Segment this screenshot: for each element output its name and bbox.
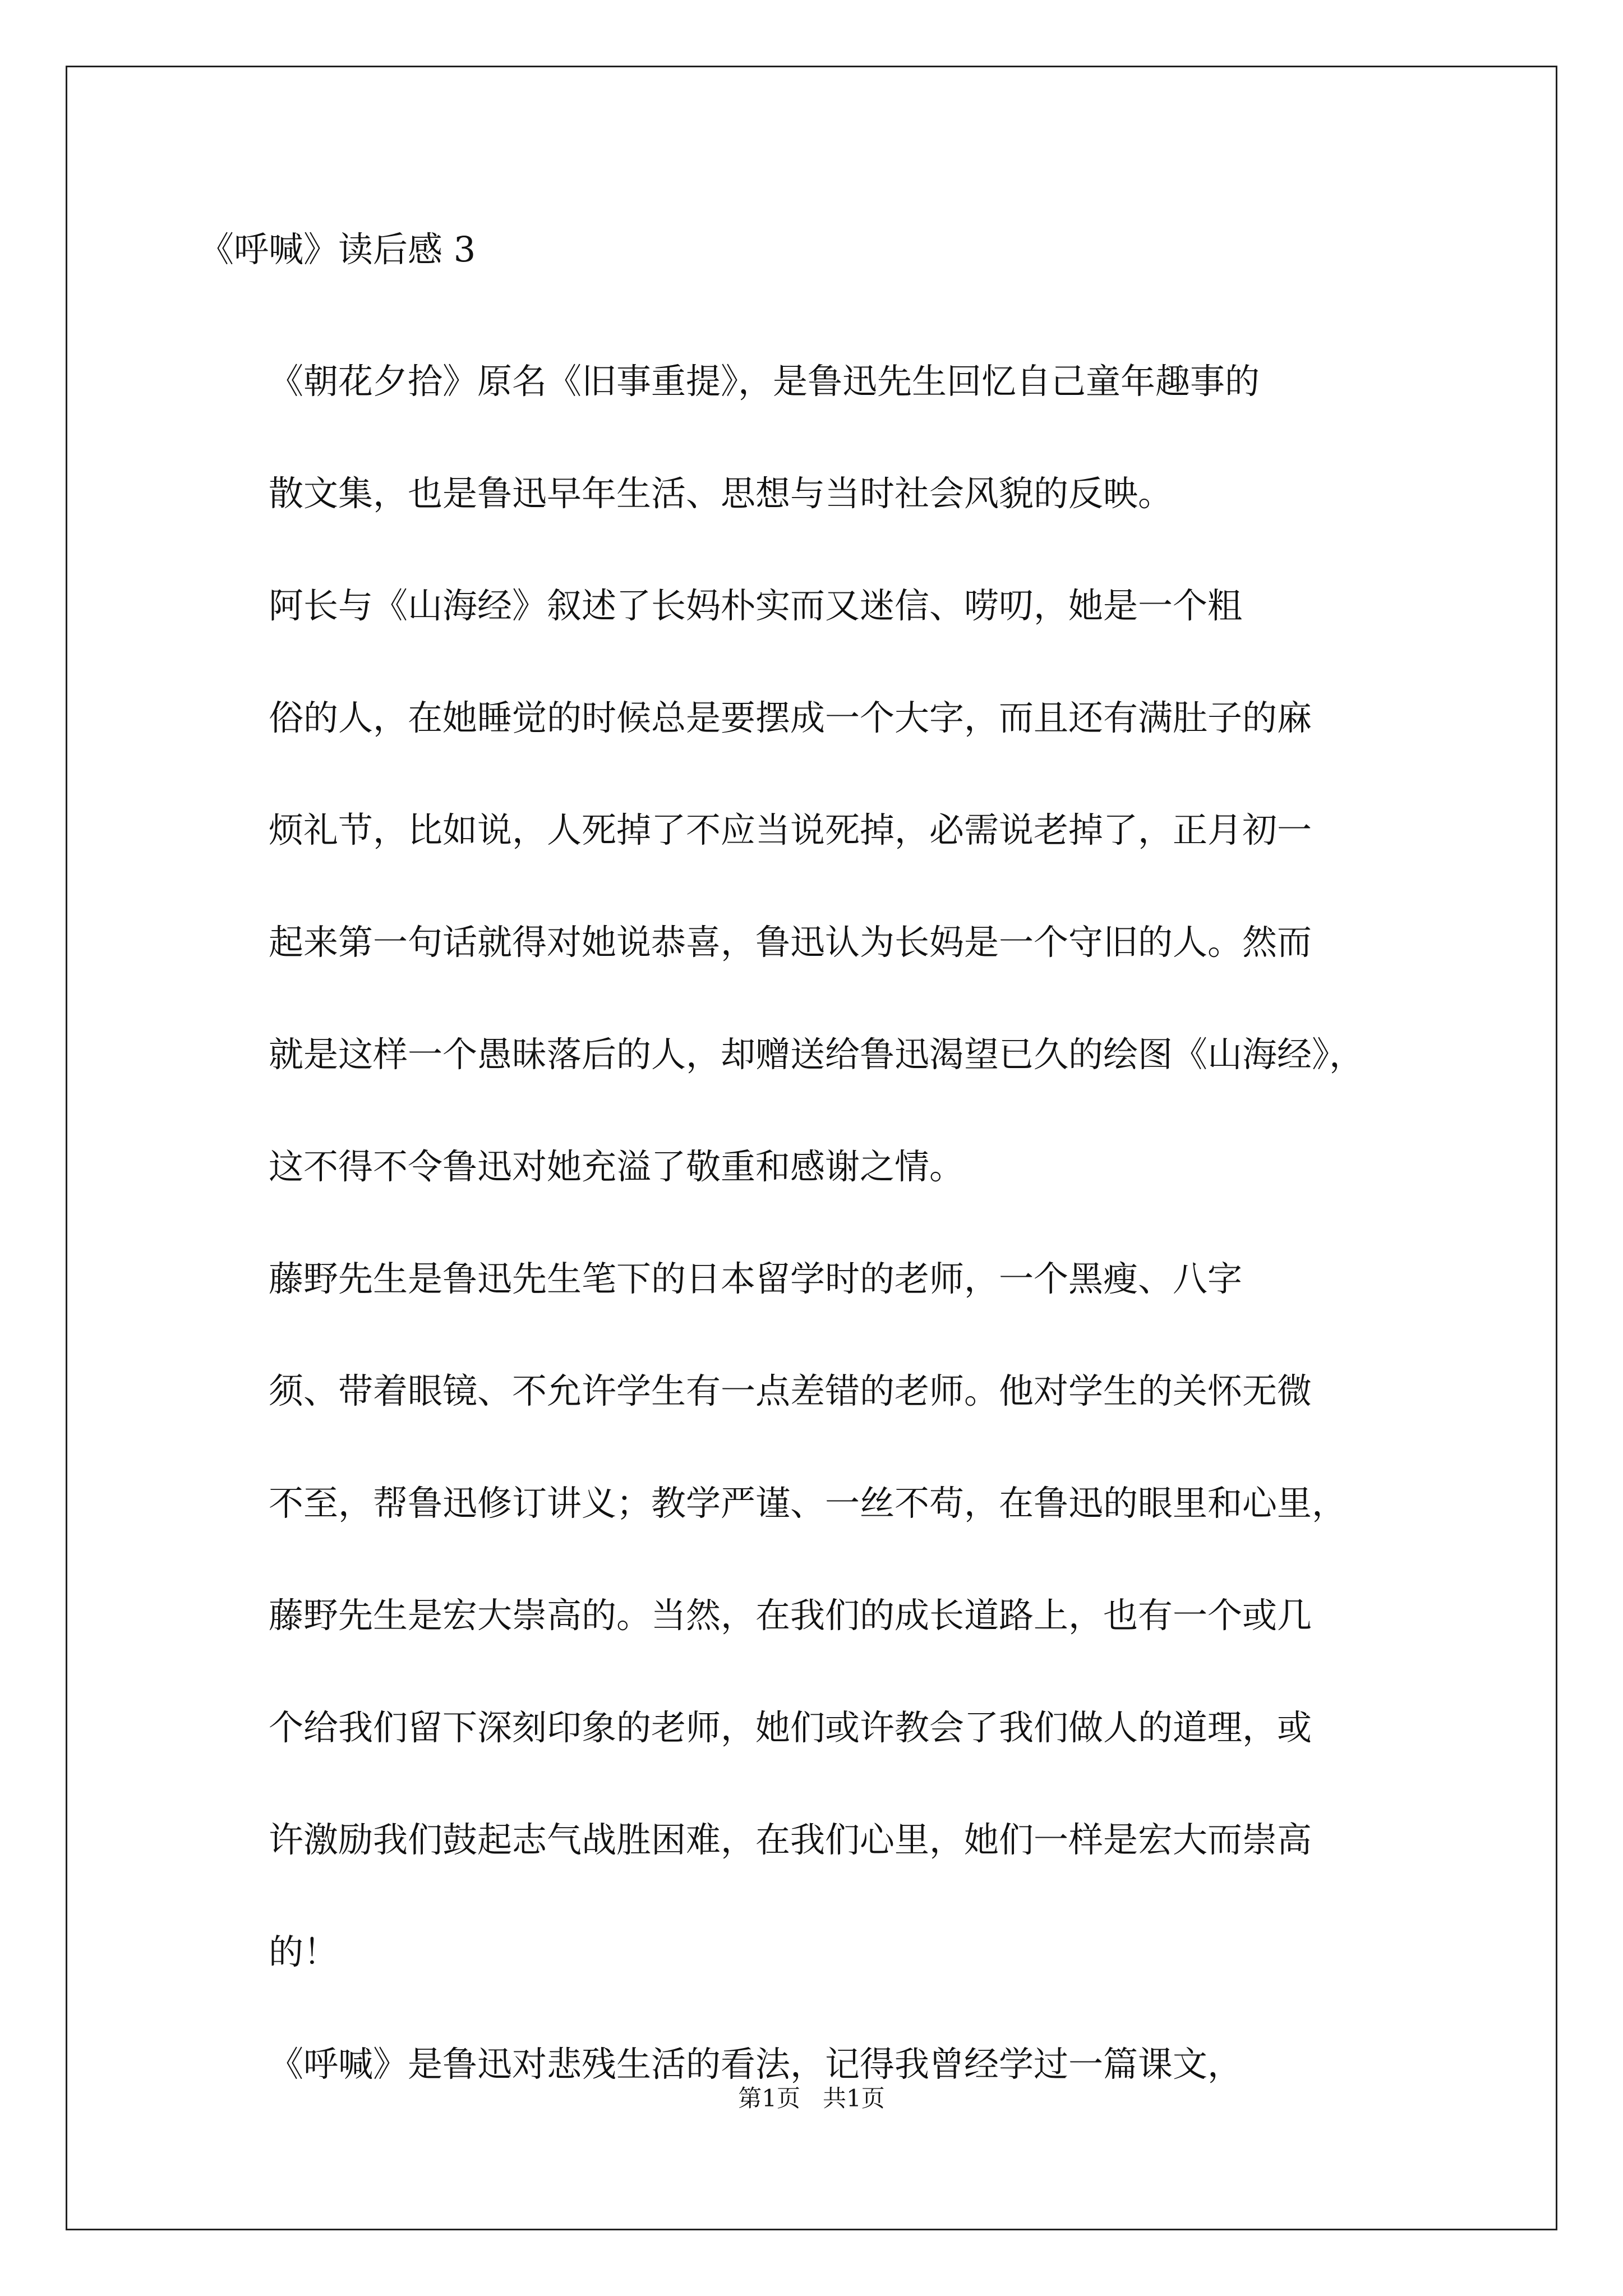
paragraph-line: 这不得不令鲁迅对她充溢了敬重和感谢之情。	[269, 1146, 965, 1187]
paragraph-line: 藤野先生是鲁迅先生笔下的日本留学时的老师，一个黑瘦、八字	[269, 1258, 1243, 1299]
page-footer: 第1页 共1页	[738, 2085, 885, 2112]
paragraph-line: 《呼喊》是鲁迅对悲残生活的看法，记得我曾经学过一篇课文，	[269, 2044, 1243, 2085]
paragraph-line: 俗的人，在她睡觉的时候总是要摆成一个大字，而且还有满肚子的麻	[269, 697, 1312, 738]
paragraph-line: 须、带着眼镜、不允许学生有一点差错的老师。他对学生的关怀无微	[269, 1370, 1312, 1411]
paragraph-line: 个给我们留下深刻印象的老师，她们或许教会了我们做人的道理，或	[269, 1707, 1312, 1748]
paragraph-line: 许激励我们鼓起志气战胜困难，在我们心里，她们一样是宏大而崇高	[269, 1819, 1312, 1860]
paragraph-line: 散文集，也是鲁迅早年生活、思想与当时社会风貌的反映。	[269, 473, 1173, 514]
paragraph-line: 《朝花夕拾》原名《旧事重提》，是鲁迅先生回忆自己童年趣事的	[269, 361, 1260, 402]
paragraph-line: 就是这样一个愚昧落后的人，却赠送给鲁迅渴望已久的绘图《山海经》，	[269, 1034, 1364, 1075]
paragraph-line: 不至，帮鲁迅修订讲义；教学严谨、一丝不苟，在鲁迅的眼里和心里，	[269, 1483, 1347, 1524]
paragraph-line: 阿长与《山海经》叙述了长妈朴实而又迷信、唠叨，她是一个粗	[269, 585, 1243, 626]
paragraph-3	[199, 1223, 1427, 2008]
paragraph-line: 烦礼节，比如说，人死掉了不应当说死掉，必需说老掉了，正月初一	[269, 809, 1312, 850]
paragraph-1	[199, 325, 1427, 550]
paragraph-line: 的！	[269, 1931, 339, 1972]
paragraph-line: 藤野先生是宏大崇高的。当然，在我们的成长道路上，也有一个或几	[269, 1595, 1312, 1636]
document-body	[199, 216, 1427, 2120]
paragraph-2	[199, 550, 1427, 1223]
document-title: 《呼喊》读后感 3	[199, 229, 476, 270]
paragraph-line: 起来第一句话就得对她说恭喜，鲁迅认为长妈是一个守旧的人。然而	[269, 922, 1312, 963]
